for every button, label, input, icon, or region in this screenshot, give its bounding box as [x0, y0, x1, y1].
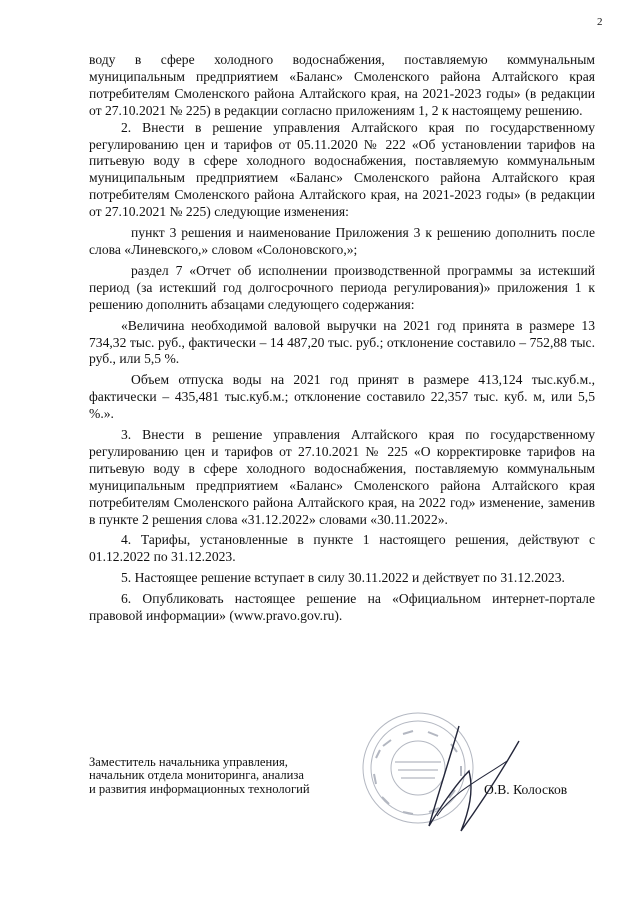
paragraph-item-5: 5. Настоящее решение вступает в силу 30.11.2022 и действует по 31.12.2023. [121, 570, 565, 586]
paragraph-continuation: воду в сфере холодного водоснабжения, поставляемую коммунальным муниципальным предприятием «Баланс» Смоленского района Алтайского края потребителям Смоленского района Алтайского края, на 2021-2023 годы» (в редакции от 27.10.2021 № 225) в редакции согласно приложениям 1, 2 к настоящему решению. [89, 52, 595, 118]
handwritten-signature-icon [389, 721, 549, 841]
signatory-title-line-1: Заместитель начальника управления, [89, 755, 288, 769]
signatory-name: О.В. Колосков [484, 782, 568, 797]
paragraph-quote-revenue: «Величина необходимой валовой выручки на 2021 год принята в размере 13 734,32 тыс. руб., фактически – 14 487,20 тыс. руб.; отклонение составило – 752,88 тыс. руб., или 5,5 %. [89, 317, 595, 367]
paragraph-subitem-section-7: раздел 7 «Отчет об исполнении производственной программы за истекший период (за истекший год долгосрочного периода регулирования)» приложения 1 к решению дополнить абзацами следующего содержания: [89, 262, 595, 312]
paragraph-item-4: 4. Тарифы, установленные в пункте 1 настоящего решения, действуют с 01.12.2022 по 31.12.2023. [89, 532, 595, 565]
page-number: 2 [597, 16, 603, 28]
signatory-title-line-3: и развития информационных технологий [89, 781, 310, 796]
paragraph-item-6: 6. Опубликовать настоящее решение на «Официальном интернет-портале правовой информации» (www.pravo.gov.ru). [89, 591, 595, 624]
paragraph-item-2: 2. Внести в решение управления Алтайского края по государственному регулированию цен и тарифов от 05.11.2020 № 222 «Об установлении тарифов на питьевую воду в сфере холодного водоснабжения, поставляемую коммунальным муниципальным предприятием «Баланс» Смоленского района Алтайского края потребителям Смоленского района Алтайского края, на 2021-2023 годы» (в редакции от 27.10.2021 № 225) следующие изменения: [89, 119, 595, 220]
paragraph-quote-volume: Объем отпуска воды на 2021 год принят в размере 413,124 тыс.куб.м., фактически – 435,481 тыс.куб.м.; отклонение составило 22,357 тыс. куб. м, или 5,5 %.». [89, 372, 595, 422]
signatory-title [89, 756, 310, 796]
paragraph-subitem-point-3: пункт 3 решения и наименование Приложения 3 к решению дополнить после слова «Линевского,» словом «Солоновского,»; [89, 225, 595, 257]
document-body [89, 52, 595, 625]
signature-block [89, 756, 599, 846]
paragraph-item-3: 3. Внести в решение управления Алтайского края по государственному регулированию цен и тарифов от 27.10.2021 № 225 «О корректировке тарифов на питьевую воду в сфере холодного водоснабжения, поставляемую коммунальным муниципальным предприятием «Баланс» Смоленского района Алтайского края потребителям Смоленского района Алтайского края, на 2022 год» изменение, заменив в пункте 2 решения слова «31.12.2022» словами «30.11.2022». [89, 427, 595, 527]
signatory-title-line-2: начальник отдела мониторинга, анализа [89, 768, 304, 783]
